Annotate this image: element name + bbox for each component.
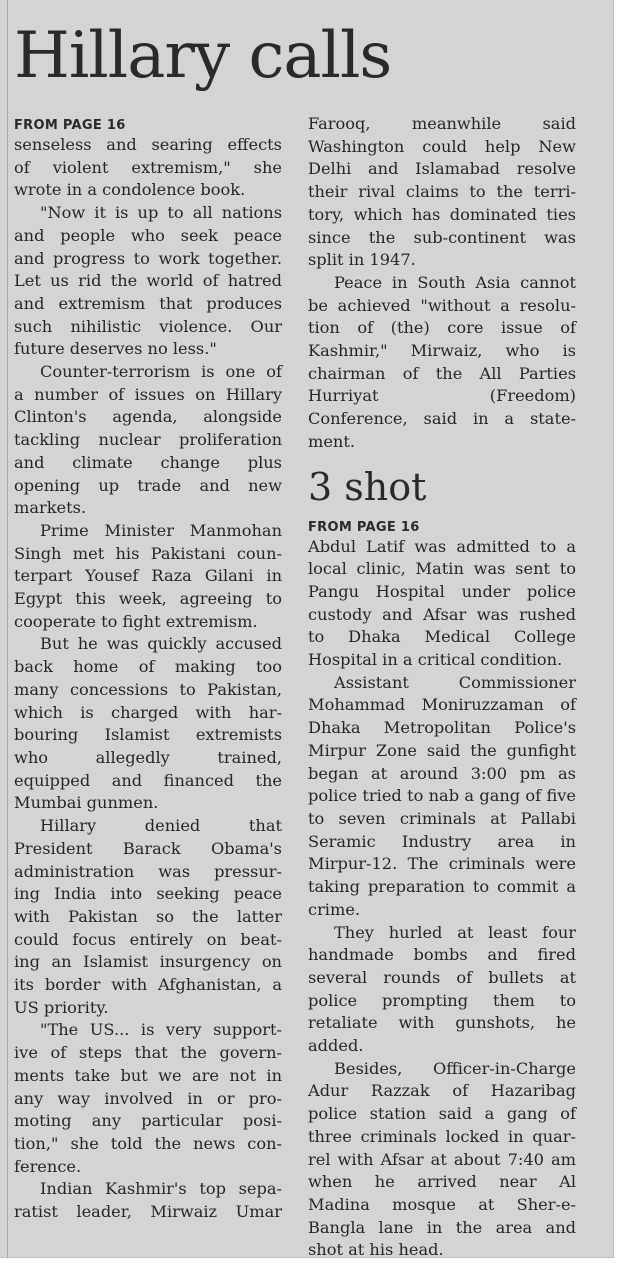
text-line: Abdul Latif was admitted to a (308, 536, 576, 556)
text-line: with Pakistan so the latter (14, 906, 282, 926)
text-line: its border with Afghanistan, a (14, 975, 282, 995)
text-line: Besides, Officer-in-Charge (334, 1058, 576, 1078)
text-line: Washington could help New (308, 136, 576, 156)
text-line: Dhaka Metropolitan Police's (308, 718, 576, 738)
text-line: opening up trade and new (14, 475, 282, 495)
text-line: administration was pressur- (14, 861, 282, 881)
text-line: to seven criminals at Pallabi (308, 808, 576, 828)
text-line: to Dhaka Medical College (308, 627, 576, 647)
text-line: taking preparation to commit a (308, 877, 576, 897)
text-line: crime. (308, 899, 361, 919)
story2-body (308, 536, 576, 1263)
text-line: Prime Minister Manmohan (40, 520, 282, 540)
from-page-label-2: FROM PAGE 16 (308, 519, 420, 535)
subheadline: 3 shot (308, 464, 427, 509)
story1-body-right (308, 113, 576, 454)
text-line: Delhi and Islamabad resolve (308, 159, 576, 179)
headline: Hillary calls (14, 19, 392, 93)
text-line: police tried to nab a gang of five (308, 786, 576, 806)
text-line: bouring Islamist extremists (14, 725, 282, 745)
text-line: several rounds of bullets at (308, 967, 576, 987)
text-line: tackling nuclear proliferation (14, 430, 282, 450)
text-line: ments take but we are not in (14, 1065, 282, 1085)
text-line: Conference, said in a state- (308, 409, 576, 429)
text-line: Peace in South Asia cannot (334, 272, 576, 292)
text-line: Adur Razzak of Hazaribag (308, 1081, 576, 1101)
text-line: such nihilistic violence. Our (14, 316, 282, 336)
text-line: ing an Islamist insurgency on (14, 952, 282, 972)
text-line: Madina mosque at Sher-e- (308, 1194, 576, 1214)
text-line: Farooq, meanwhile said (308, 114, 576, 133)
text-line: police prompting them to (308, 990, 576, 1010)
text-line: of violent extremism," she (14, 157, 282, 177)
text-line: Indian Kashmir's top sepa- (40, 1179, 282, 1199)
text-line: senseless and searing effects (14, 135, 282, 154)
text-line: and progress to work together. (14, 248, 282, 268)
text-line: Seramic Industry area in (308, 831, 576, 851)
text-line: and climate change plus (14, 452, 282, 472)
text-line: ive of steps that the govern- (14, 1043, 282, 1063)
text-line: Hospital in a critical condition. (308, 650, 563, 670)
text-line: Mirpur Zone said the gunfight (308, 740, 576, 760)
text-line: Egypt this week, agreeing to (14, 589, 282, 609)
text-line: police station said a gang of (308, 1104, 576, 1124)
text-line: "The US... is very support- (40, 1020, 282, 1040)
text-line: shot at his head. (308, 1240, 444, 1260)
text-line: equipped and financed the (14, 770, 282, 790)
from-page-label: FROM PAGE 16 (14, 118, 126, 133)
text-line: Mumbai gunmen. (14, 793, 159, 813)
text-line: added. (308, 1036, 364, 1056)
column-right (308, 113, 576, 1262)
text-line: their rival claims to the terri- (308, 182, 576, 202)
text-line: custody and Afsar was rushed (308, 604, 576, 624)
text-line: Hurriyat (Freedom) (308, 386, 576, 406)
text-line: who allegedly trained, (14, 747, 282, 767)
text-line: cooperate to fight extremism. (14, 611, 258, 631)
text-line: Pangu Hospital under police (308, 581, 576, 601)
story1-body-left (14, 134, 282, 1224)
text-line: Counter-terrorism is one of (40, 362, 282, 382)
text-line: ratist leader, Mirwaiz Umar (14, 1202, 282, 1222)
text-line: markets. (14, 498, 87, 518)
text-line: retaliate with gunshots, he (308, 1013, 576, 1033)
text-line: tion," she told the news con- (14, 1133, 282, 1153)
text-line: US priority. (14, 997, 109, 1017)
text-line: terpart Yousef Raza Gilani in (14, 566, 282, 586)
text-line: Mohammad Moniruzzaman of (308, 695, 576, 715)
text-line: any way involved in or pro- (14, 1088, 282, 1108)
text-line: began at around 3:00 pm as (308, 763, 576, 783)
text-line: tion of (the) core issue of (308, 318, 576, 338)
text-line: be achieved "without a resolu- (308, 295, 576, 315)
text-line: Clinton's agenda, alongside (14, 407, 282, 427)
text-line: handmade bombs and fired (308, 945, 576, 965)
text-line: Assistant Commissioner (334, 672, 576, 692)
text-line: Bangla lane in the area and (308, 1217, 576, 1237)
text-line: ing India into seeking peace (14, 884, 282, 904)
text-line: which is charged with har- (14, 702, 282, 722)
text-line: a number of issues on Hillary (14, 384, 282, 404)
text-line: local clinic, Matin was sent to (308, 559, 576, 579)
text-line: tory, which has dominated ties (308, 204, 576, 224)
text-line: since the sub-continent was (308, 227, 576, 247)
text-line: wrote in a condolence book. (14, 180, 246, 200)
text-line: Mirpur-12. The criminals were (308, 854, 576, 874)
text-line: split in 1947. (308, 250, 416, 270)
text-line: "Now it is up to all nations (40, 203, 282, 223)
text-line: moting any particular posi- (14, 1111, 282, 1131)
text-line: when he arrived near Al (308, 1172, 576, 1192)
text-line: and extremism that produces (14, 293, 282, 313)
text-line: Singh met his Pakistani coun- (14, 543, 282, 563)
text-line: many concessions to Pakistan, (14, 679, 282, 699)
text-line: three criminals locked in quar- (308, 1126, 576, 1146)
text-line: They hurled at least four (334, 922, 576, 942)
text-line: President Barack Obama's (14, 838, 282, 858)
text-line: Hillary denied that (40, 816, 282, 836)
text-line: chairman of the All Parties (308, 363, 576, 383)
fold-line (7, 0, 8, 1258)
text-line: Kashmir," Mirwaiz, who is (308, 341, 576, 361)
text-line: But he was quickly accused (40, 634, 282, 654)
text-line: could focus entirely on beat- (14, 929, 282, 949)
text-line: ference. (14, 1156, 82, 1176)
text-line: future deserves no less." (14, 339, 217, 359)
text-line: and people who seek peace (14, 225, 282, 245)
text-line: Let us rid the world of hatred (14, 271, 282, 291)
text-line: ment. (308, 431, 356, 451)
text-line: rel with Afsar at about 7:40 am (308, 1149, 576, 1169)
text-line: back home of making too (14, 657, 282, 677)
column-left (14, 118, 282, 1224)
